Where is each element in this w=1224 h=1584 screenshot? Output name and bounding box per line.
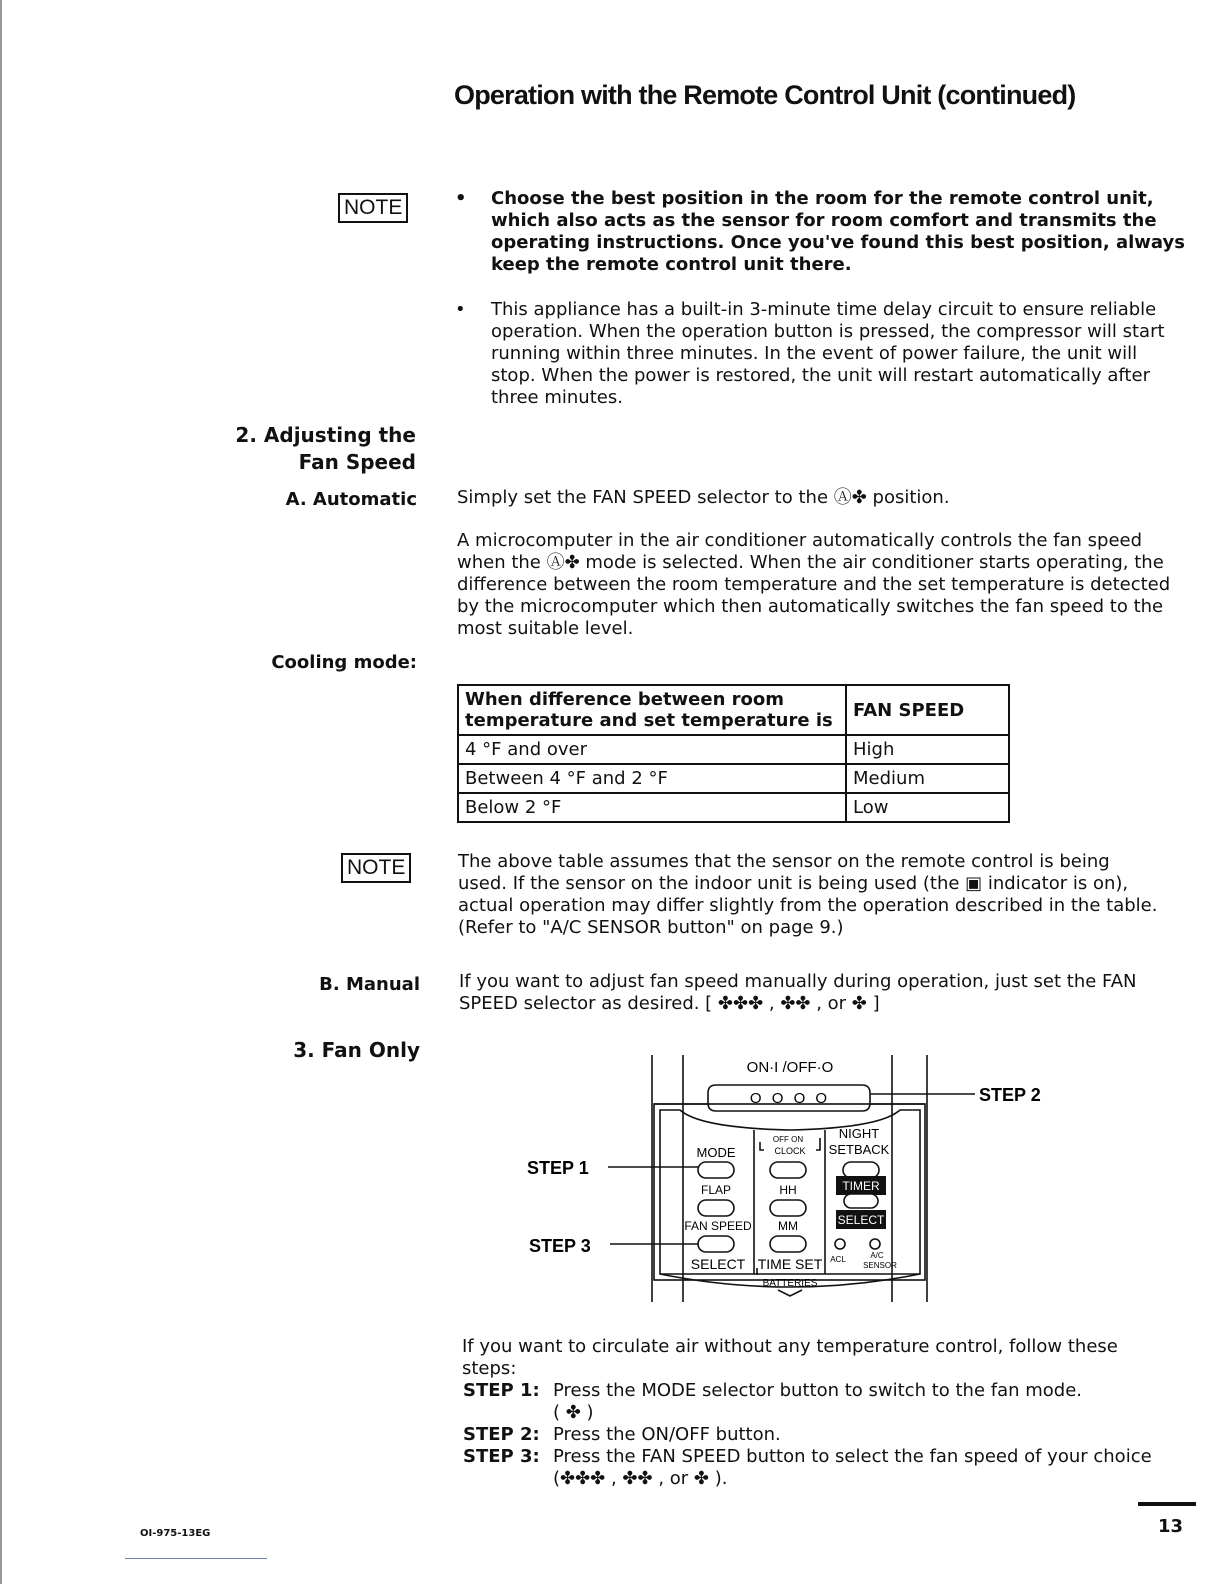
fan-speed-label: FAN SPEED [684, 1219, 752, 1233]
setback-label: SETBACK [828, 1142, 890, 1157]
night-label: NIGHT [838, 1126, 880, 1141]
section-2-heading: 2. Adjusting the Fan Speed [235, 423, 416, 474]
section-3-heading: 3. Fan Only [293, 1038, 420, 1062]
scan-edge [0, 0, 2, 1584]
step-1-callout: STEP 1 [527, 1158, 589, 1178]
batteries-label: BATTERIES [762, 1278, 818, 1289]
table-row [458, 764, 1009, 793]
bullet-icon: • [455, 299, 466, 320]
table-cell: Between 4 °F and 2 °F [458, 764, 846, 793]
ac-label: A/C [870, 1251, 884, 1260]
automatic-text-2: A microcomputer in the air conditioner automatically controls the fan speed when the Ⓐ✤ mode is selected. When the air conditioner starts operating, the difference between the room temperature and the set temperature is detected by the microcomputer which then automatically switches the fan speed to the most suitable level. [457, 530, 1171, 639]
automatic-label: A. Automatic [285, 489, 417, 510]
table-cell: Medium [846, 764, 1009, 793]
page-title: Operation with the Remote Control Unit (continued) [454, 80, 1076, 110]
step-item: STEP 1: Press the MODE selector button to switch to the fan mode. ( ✤ ) [463, 1380, 1083, 1423]
remote-control-diagram [520, 1050, 1060, 1305]
acl-label: ACL [830, 1255, 846, 1264]
note-bullet-1: • Choose the best position in the room for the remote control unit, which also acts as the sensor for room comfort and transmits the operating instructions. Once you've found this best position, always keep the remote control unit there. [455, 188, 1185, 275]
table-header-cell: When difference between room temperature and set temperature is [458, 685, 846, 735]
table-header-cell: FAN SPEED [846, 685, 1009, 735]
table-cell: 4 °F and over [458, 735, 846, 764]
clock-label: CLOCK [774, 1146, 806, 1156]
sensor-label: SENSOR [863, 1261, 897, 1270]
cooling-mode-label: Cooling mode: [271, 652, 417, 673]
manual-label: B. Manual [319, 974, 420, 995]
select-label: SELECT [690, 1256, 746, 1272]
fan-speed-table [457, 684, 1010, 823]
automatic-text-1: Simply set the FAN SPEED selector to the Ⓐ✤ position. [457, 487, 950, 508]
step-2-callout: STEP 2 [979, 1085, 1041, 1105]
note-2-text: The above table assumes that the sensor on the remote control is being used. If the sensor on the indoor unit is being used (the ▣ indicator is on), actual operation may differ slightly from the operation described in the table. (Refer to "A/C SENSOR button" on page 9.) [458, 851, 1158, 938]
table-row [458, 735, 1009, 764]
flap-label: FLAP [700, 1183, 732, 1197]
note-bullet-2: • This appliance has a built-in 3-minute time delay circuit to ensure reliable operation. When the operation button is pressed, the compressor will start running within three minutes. In the event of power failure, the unit will stop. When the power is restored, the unit will restart automatically after three minutes. [455, 299, 1165, 408]
time-set-label: TIME SET [757, 1256, 823, 1272]
doc-code: OI-975-13EG [140, 1528, 211, 1539]
hh-label: HH [779, 1183, 797, 1197]
mm-label: MM [778, 1219, 798, 1233]
fan-only-intro: If you want to circulate air without any temperature control, follow these steps: [462, 1336, 1118, 1379]
table-header-row [458, 685, 1009, 735]
fan-only-steps [463, 1380, 1203, 1490]
remote-control-illustration [520, 1050, 1060, 1305]
timer-label: TIMER [842, 1179, 880, 1193]
table-cell: High [846, 735, 1009, 764]
note-label-2: NOTE [341, 853, 411, 883]
step-item: STEP 2: Press the ON/OFF button. [463, 1424, 781, 1445]
timer-select-label: SELECT [837, 1213, 885, 1227]
manual-text: If you want to adjust fan speed manually during operation, just set the FAN SPEED selector as desired. [ ✤✤✤ , ✤✤ , or ✤ ] [459, 971, 1137, 1014]
page-number-rule [1138, 1502, 1196, 1506]
on-off-label: ON·I /OFF·O [746, 1059, 834, 1076]
mode-label: MODE [696, 1145, 736, 1160]
display-dots: O O O O [749, 1090, 831, 1107]
table-row [458, 793, 1009, 822]
table-cell: Below 2 °F [458, 793, 846, 822]
bullet-icon: • [455, 188, 467, 209]
step-3-callout: STEP 3 [529, 1236, 591, 1256]
page-number: 13 [1158, 1516, 1184, 1537]
table-cell: Low [846, 793, 1009, 822]
note-label: NOTE [338, 193, 408, 223]
footer-rule-left [125, 1558, 267, 1559]
step-item: STEP 3: Press the FAN SPEED button to select the fan speed of your choice (✤✤✤ , ✤✤ , or ✤ ). [463, 1446, 1152, 1489]
clock-off-on-label: OFF ON [772, 1135, 804, 1144]
